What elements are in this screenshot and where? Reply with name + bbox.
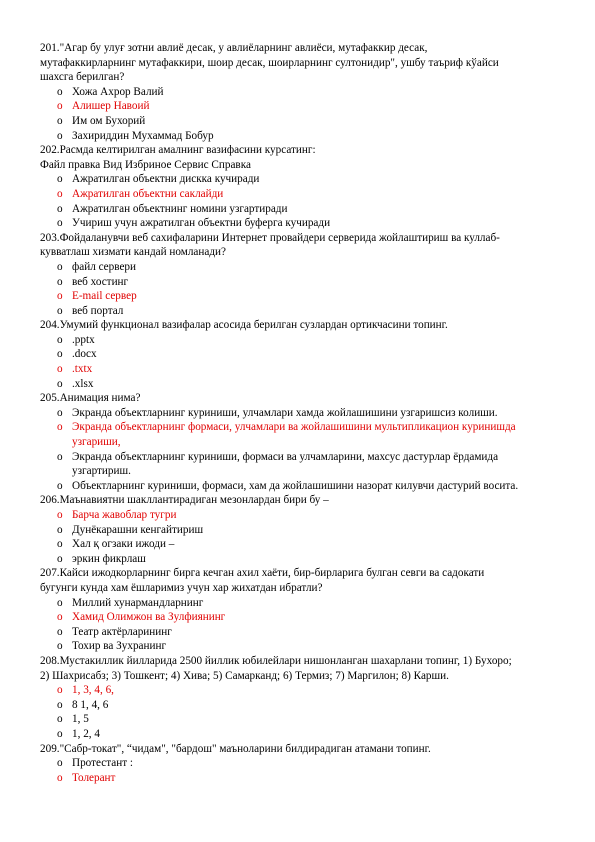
answer-option bbox=[40, 698, 555, 713]
question-text bbox=[40, 41, 555, 85]
bullet-icon: o bbox=[57, 450, 63, 463]
answer-option bbox=[40, 85, 555, 100]
answer-option bbox=[40, 523, 555, 538]
bullet-icon: o bbox=[57, 771, 63, 784]
bullet-icon: o bbox=[57, 698, 63, 711]
bullet-icon: o bbox=[57, 421, 63, 434]
bullet-icon: o bbox=[57, 173, 63, 186]
bullet-icon: o bbox=[57, 713, 63, 726]
answer-option-text: 1, 5 bbox=[72, 713, 89, 726]
bullet-icon: o bbox=[57, 552, 63, 565]
question-line: шахсга берилган? bbox=[40, 71, 125, 84]
answer-option-text: Экранда объектларнинг куриниши, формаси ва улчамларини, махсус дастурлар ёрдамида узгартириш. bbox=[72, 450, 499, 478]
answer-option-text: .docx bbox=[72, 348, 97, 361]
bullet-icon: o bbox=[57, 640, 63, 653]
question-block bbox=[40, 391, 555, 493]
bullet-icon: o bbox=[57, 202, 63, 215]
answer-option-text: Хал қ огзаки ижоди – bbox=[72, 538, 175, 551]
answer-option-text: .xlsx bbox=[72, 377, 94, 390]
question-text bbox=[40, 318, 555, 333]
answer-option bbox=[40, 377, 555, 392]
answer-option-text: эркин фикрлаш bbox=[72, 552, 146, 565]
answer-option bbox=[40, 347, 555, 362]
answer-option-text: Им ом Бухорий bbox=[72, 114, 146, 127]
question-block bbox=[40, 231, 555, 319]
question-line: мутафаккирларнинг мутафаккири, шоир десак, шоирларнинг султонидир", ушбу таъриф кўайси bbox=[40, 56, 499, 69]
answer-option-text: 1, 3, 4, 6, bbox=[72, 684, 114, 697]
question-block bbox=[40, 654, 555, 742]
answer-option-correct bbox=[40, 771, 555, 786]
bullet-icon: o bbox=[57, 523, 63, 536]
answer-option bbox=[40, 304, 555, 319]
answer-options bbox=[40, 756, 555, 785]
answer-option-text: Ажратилган объектни саклайди bbox=[72, 187, 224, 200]
answer-option-text: Театр актёрларининг bbox=[72, 625, 172, 638]
bullet-icon: o bbox=[57, 406, 63, 419]
answer-options bbox=[40, 85, 555, 143]
answer-option bbox=[40, 537, 555, 552]
bullet-icon: o bbox=[57, 757, 63, 770]
question-line: 206.Маънавиятни шакллантирадиган мезонлардан бири бу – bbox=[40, 494, 329, 507]
answer-option bbox=[40, 479, 555, 494]
answer-options bbox=[40, 508, 555, 566]
answer-option-text: .pptx bbox=[72, 333, 95, 346]
answer-options bbox=[40, 333, 555, 391]
bullet-icon: o bbox=[57, 348, 63, 361]
question-line: 205.Анимация нима? bbox=[40, 392, 141, 405]
question-line: 204.Умумий функционал вазифалар асосида берилган сузлардан ортикчасини топинг. bbox=[40, 319, 448, 332]
answer-option-correct bbox=[40, 420, 555, 449]
question-line: бугунги кунда хам ёшларимиз учун хар жихатдан ибратли? bbox=[40, 581, 323, 594]
answer-option-text: веб хостинг bbox=[72, 275, 129, 288]
bullet-icon: o bbox=[57, 333, 63, 346]
bullet-icon: o bbox=[57, 684, 63, 697]
answer-option bbox=[40, 639, 555, 654]
question-block bbox=[40, 318, 555, 391]
answer-option bbox=[40, 114, 555, 129]
bullet-icon: o bbox=[57, 538, 63, 551]
answer-option bbox=[40, 129, 555, 144]
answer-option-text: Объектларнинг куриниши, формаси, хам да жойлашишини назорат килувчи дастурий восита. bbox=[72, 479, 519, 492]
answer-option bbox=[40, 625, 555, 640]
question-line: 202.Расмда келтирилган амалнинг вазифасини курсатинг: bbox=[40, 144, 316, 157]
answer-option-text: файл сервери bbox=[72, 260, 137, 273]
bullet-icon: o bbox=[57, 129, 63, 142]
answer-option-text: Экранда объектларнинг формаси, улчамлари ва жойлашишини мультипликацион куринишда узгариши, bbox=[72, 421, 516, 449]
answer-options bbox=[40, 596, 555, 654]
answer-option-correct bbox=[40, 508, 555, 523]
answer-option bbox=[40, 756, 555, 771]
answer-option bbox=[40, 552, 555, 567]
bullet-icon: o bbox=[57, 611, 63, 624]
bullet-icon: o bbox=[57, 114, 63, 127]
answer-option-text: веб портал bbox=[72, 304, 124, 317]
answer-option bbox=[40, 202, 555, 217]
question-line: кувватлаш хизмати кандай номланади? bbox=[40, 246, 226, 259]
answer-option-correct bbox=[40, 289, 555, 304]
answer-option bbox=[40, 727, 555, 742]
question-line: 207.Кайси ижодкорларнинг бирга кечган ахил хаёти, бир-бирларига булган севги ва садокати bbox=[40, 567, 485, 580]
answer-option-text: Миллий хунармандларнинг bbox=[72, 596, 204, 609]
answer-options bbox=[40, 406, 555, 494]
bullet-icon: o bbox=[57, 596, 63, 609]
answer-option bbox=[40, 172, 555, 187]
question-block bbox=[40, 566, 555, 654]
question-text bbox=[40, 654, 555, 683]
bullet-icon: o bbox=[57, 479, 63, 492]
question-line: Файл правка Вид Избриное Сервис Справка bbox=[40, 158, 251, 171]
bullet-icon: o bbox=[57, 85, 63, 98]
bullet-icon: o bbox=[57, 187, 63, 200]
bullet-icon: o bbox=[57, 377, 63, 390]
answer-option-text: Дунёкарашни кенгайтириш bbox=[72, 523, 204, 536]
bullet-icon: o bbox=[57, 509, 63, 521]
answer-option-text: 1, 2, 4 bbox=[72, 727, 100, 740]
answer-option-correct bbox=[40, 683, 555, 698]
answer-option bbox=[40, 260, 555, 275]
bullet-icon: o bbox=[57, 727, 63, 740]
answer-options bbox=[40, 260, 555, 318]
answer-option-text: .txtx bbox=[72, 363, 93, 376]
answer-option-text: Протестант : bbox=[72, 757, 133, 770]
question-text bbox=[40, 231, 555, 260]
answer-option-text: Учириш учун ажратилган объектни буферга кучиради bbox=[72, 217, 331, 230]
question-line: 2) Шахрисабз; 3) Тошкент; 4) Хива; 5) Самарканд; 6) Термиз; 7) Маргилон; 8) Карши. bbox=[40, 669, 449, 682]
answer-option-text: Хожа Ахрор Валий bbox=[72, 85, 164, 98]
answer-option-text: Хамид Олимжон ва Зулфиянинг bbox=[72, 611, 226, 624]
question-line: 203.Фойдаланувчи веб сахифаларини Интернет провайдери серверида жойлаштириш ва куллаб- bbox=[40, 231, 500, 244]
question-text bbox=[40, 742, 555, 757]
answer-option-text: Алишер Навоий bbox=[72, 100, 150, 113]
bullet-icon: o bbox=[57, 363, 63, 376]
answer-option-text: Тохир ва Зухранинг bbox=[72, 640, 167, 653]
answer-option-text: Ажратилган объектни дискка кучиради bbox=[72, 173, 260, 186]
question-block bbox=[40, 41, 555, 143]
answer-option bbox=[40, 712, 555, 727]
answer-option-text: Захириддин Мухаммад Бобур bbox=[72, 129, 214, 142]
question-line: 209."Сабр-токат", “чидам", "бардош" маъноларини билдирадиган атамани топинг. bbox=[40, 742, 431, 755]
answer-option bbox=[40, 450, 555, 479]
answer-option bbox=[40, 596, 555, 611]
bullet-icon: o bbox=[57, 290, 63, 303]
answer-option-correct bbox=[40, 610, 555, 625]
question-text bbox=[40, 391, 555, 406]
question-text bbox=[40, 566, 555, 595]
answer-option bbox=[40, 216, 555, 231]
answer-option-text: 8 1, 4, 6 bbox=[72, 698, 109, 711]
bullet-icon: o bbox=[57, 304, 63, 317]
answer-option bbox=[40, 406, 555, 421]
question-text bbox=[40, 493, 555, 508]
bullet-icon: o bbox=[57, 625, 63, 638]
answer-option-text: Барча жавоблар тугри bbox=[72, 509, 177, 521]
answer-option-correct bbox=[40, 187, 555, 202]
answer-option-correct bbox=[40, 362, 555, 377]
answer-option-correct bbox=[40, 99, 555, 114]
bullet-icon: o bbox=[57, 275, 63, 288]
bullet-icon: o bbox=[57, 260, 63, 273]
answer-options bbox=[40, 683, 555, 741]
answer-option-text: Экранда объектларнинг куриниши, улчамлари хамда жойлашишини узгаришсиз колиши. bbox=[72, 406, 498, 419]
answer-option bbox=[40, 333, 555, 348]
question-line: 201."Агар бу улуғ зотни авлиё десак, у авлиёларнинг авлиёси, мутафаккир десак, bbox=[40, 42, 428, 54]
answer-option-text: Ажратилган объектнинг номини узгартиради bbox=[72, 202, 288, 215]
question-block bbox=[40, 742, 555, 786]
answer-option-text: Толерант bbox=[72, 771, 116, 784]
answer-options bbox=[40, 172, 555, 230]
question-block bbox=[40, 143, 555, 231]
bullet-icon: o bbox=[57, 217, 63, 230]
question-block bbox=[40, 493, 555, 566]
answer-option-text: E-mail сервер bbox=[72, 290, 137, 303]
question-line: 208.Мустакиллик йилларида 2500 йиллик юбилейлари нишонланган шахарлани топинг, 1) Бухоро; bbox=[40, 654, 512, 667]
answer-option bbox=[40, 275, 555, 290]
question-text bbox=[40, 143, 555, 172]
bullet-icon: o bbox=[57, 100, 63, 113]
